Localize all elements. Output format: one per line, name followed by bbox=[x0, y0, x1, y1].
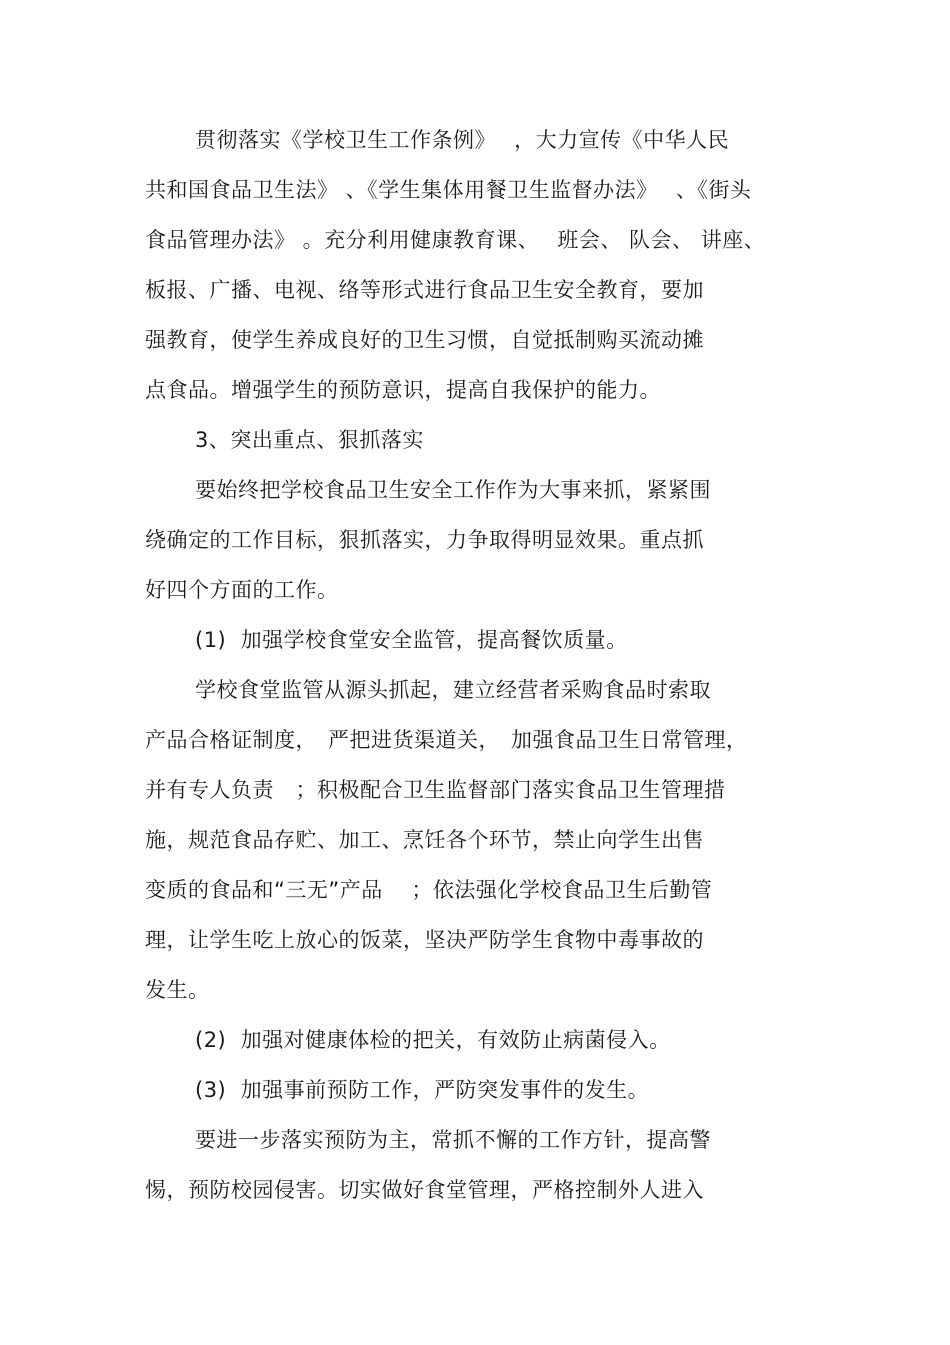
subsection-heading: (3) 加强事前预防工作，严防突发事件的发生。 bbox=[195, 1078, 650, 1102]
text-line: 要进一步落实预防为主，常抓不懈的工作方针，提高警 bbox=[195, 1128, 711, 1152]
text-line: 学校食堂监管从源头抓起，建立经营者采购食品时索取 bbox=[195, 678, 711, 702]
text-line: 要始终把学校食品卫生安全工作作为大事来抓，紧紧围 bbox=[195, 478, 711, 502]
text-line: 好四个方面的工作。 bbox=[145, 578, 339, 602]
text-line: 惕，预防校园侵害。切实做好食堂管理，严格控制外人进入 bbox=[145, 1178, 704, 1202]
text-line: 变质的食品和“三无”产品 ；依法强化学校食品卫生后勤管 bbox=[145, 878, 713, 902]
text-line: 贯彻落实《学校卫生工作条例》 ，大力宣传《中华人民 bbox=[195, 128, 730, 152]
text-line: 绕确定的工作目标，狠抓落实，力争取得明显效果。重点抓 bbox=[145, 528, 704, 552]
text-line: 并有专人负责 ；积极配合卫生监督部门落实食品卫生管理措 bbox=[145, 778, 726, 802]
text-line: 强教育，使学生养成良好的卫生习惯，自觉抵制购买流动摊 bbox=[145, 328, 704, 352]
text-line: 共和国食品卫生法》 、《学生集体用餐卫生监督办法》 、《街头 bbox=[145, 178, 752, 202]
section-heading: 3、突出重点、狠抓落实 bbox=[195, 428, 424, 452]
text-line: 理，让学生吃上放心的饭菜，坚决严防学生食物中毒事故的 bbox=[145, 928, 704, 952]
text-line: 产品合格证制度， 严把进货渠道关， 加强食品卫生日常管理， bbox=[145, 728, 748, 752]
text-line: 点食品。增强学生的预防意识，提高自我保护的能力。 bbox=[145, 378, 661, 402]
text-line: 施，规范食品存贮、加工、烹饪各个环节，禁止向学生出售 bbox=[145, 828, 704, 852]
subsection-heading: (2) 加强对健康体检的把关，有效防止病菌侵入。 bbox=[195, 1028, 671, 1052]
text-line: 板报、广播、电视、络等形式进行食品卫生安全教育，要加 bbox=[145, 278, 704, 302]
text-line: 食品管理办法》 。充分利用健康教育课、 班会、 队会、 讲座、 bbox=[145, 228, 766, 252]
text-line: 发生。 bbox=[145, 978, 210, 1002]
subsection-heading: (1) 加强学校食堂安全监管，提高餐饮质量。 bbox=[195, 628, 628, 652]
